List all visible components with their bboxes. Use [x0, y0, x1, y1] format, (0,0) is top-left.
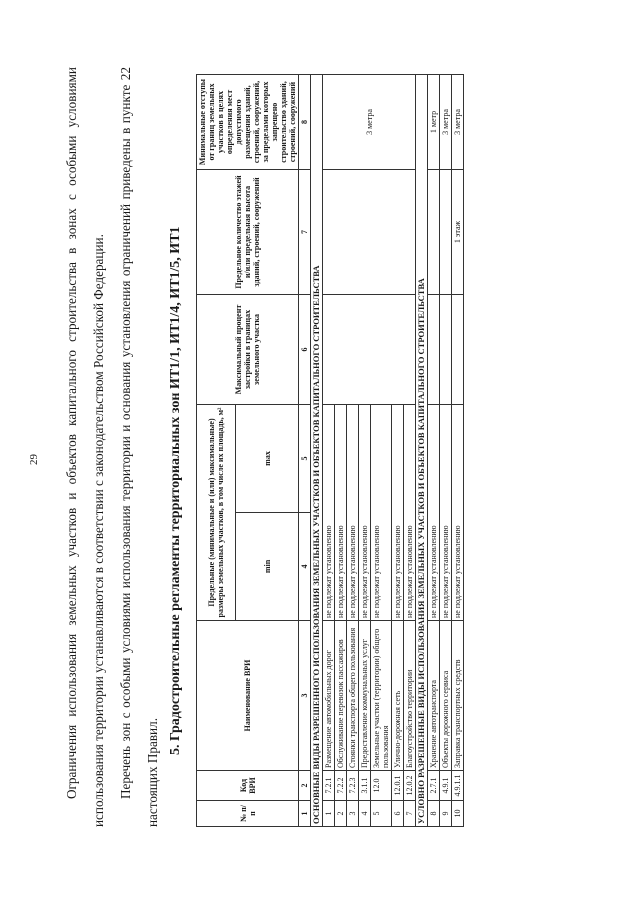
- row-name: Благоустройство территории: [404, 621, 416, 771]
- row-size: не подлежат установлению: [371, 405, 392, 621]
- row-size: не подлежат установлению: [347, 405, 359, 621]
- row-floors: [323, 170, 416, 295]
- row-setback: 3 метра: [452, 75, 464, 170]
- header-name: Наименование ВРИ: [197, 621, 299, 771]
- row-name: Улично-дорожная сеть: [392, 621, 404, 771]
- row-code: 12.0.2: [404, 771, 416, 801]
- header-percent: Максимальный процент застройки в границах земельного участка: [197, 295, 299, 405]
- header-max: max: [236, 405, 299, 513]
- row-size: не подлежат установлению: [323, 405, 335, 621]
- row-code: 12.0: [371, 771, 392, 801]
- row-percent: [323, 295, 416, 405]
- row-size: не подлежат установлению: [440, 405, 452, 621]
- row-num: 7: [404, 801, 416, 827]
- col-number: 6: [299, 295, 311, 405]
- table-row: [440, 75, 452, 827]
- row-setback: 3 метра: [440, 75, 452, 170]
- row-percent: [440, 295, 452, 405]
- intro-paragraph-1: Ограничения использования земельных участков и объектов капитального строительства в зонах с особыми условиями использования территории устанавливаются в соответствии с законодательством Российской Федерации.: [64, 67, 106, 827]
- header-floors: Предельное количество этажей и/или предельная высота зданий, строений, сооружений: [197, 170, 299, 295]
- col-number: 1: [299, 801, 311, 827]
- row-code: 12.0.1: [392, 771, 404, 801]
- row-code: 7.2.2: [335, 771, 347, 801]
- row-num: 10: [452, 801, 464, 827]
- row-num: 3: [347, 801, 359, 827]
- page-number: 29: [28, 454, 40, 465]
- row-num: 4: [359, 801, 371, 827]
- row-num: 9: [440, 801, 452, 827]
- row-num: 2: [335, 801, 347, 827]
- header-setback: Минимальные отступы от границ земельных участков в целях определения мест допустимого размещения зданий, строений, сооружений, за пределами которых запрещено строительство зданий, строений, сооружений: [197, 75, 299, 170]
- section-title-conditional: УСЛОВНО РАЗРЕШЕННЫЕ ВИДЫ ИСПОЛЬЗОВАНИЯ ЗЕМЕЛЬНЫХ УЧАСТКОВ И ОБЪЕКТОВ КАПИТАЛЬНОГО СТРОИТЕЛЬСТВА: [416, 75, 428, 827]
- section-row-conditional: [416, 75, 428, 827]
- row-name: Хранение автотранспорта: [428, 621, 440, 771]
- row-name: Объекты дорожного сервиса: [440, 621, 452, 771]
- row-code: 7.2.3: [347, 771, 359, 801]
- row-size: не подлежат установлению: [428, 405, 440, 621]
- row-code: 7.2.1: [323, 771, 335, 801]
- row-code: 4.9.1: [440, 771, 452, 801]
- table-row: [428, 75, 440, 827]
- header-min: min: [236, 513, 299, 621]
- col-number: 7: [299, 170, 311, 295]
- header-code: Код ВРИ: [197, 771, 299, 801]
- row-floors: [440, 170, 452, 295]
- row-size: не подлежат установлению: [452, 405, 464, 621]
- row-size: не подлежат установлению: [359, 405, 371, 621]
- intro-text: [58, 67, 166, 827]
- row-code: 3.1.1: [359, 771, 371, 801]
- row-percent: [452, 295, 464, 405]
- section-title-main: ОСНОВНЫЕ ВИДЫ РАЗРЕШЕННОГО ИСПОЛЬЗОВАНИЯ ЗЕМЕЛЬНЫХ УЧАСТКОВ И ОБЪЕКТОВ КАПИТАЛЬНОГО СТРОИТЕЛЬСТВА: [311, 75, 323, 827]
- row-floors: [428, 170, 440, 295]
- row-num: 8: [428, 801, 440, 827]
- table-row: [323, 75, 335, 827]
- header-size-group: Предельные (минимальные и (или) максимальные) размеры земельных участков, в том числе их площадь, м²: [197, 405, 236, 621]
- row-name: Заправка транспортных средств: [452, 621, 464, 771]
- column-number-row: [299, 75, 311, 827]
- col-number: 4: [299, 513, 311, 621]
- section-heading: 5. Градостроительные регламенты территориальных зон ИТ1/1, ИТ1/4, ИТ1/5, ИТ1: [168, 226, 183, 755]
- col-number: 3: [299, 621, 311, 771]
- row-size: не подлежат установлению: [392, 405, 404, 621]
- intro-paragraph-2: Перечень зон с особыми условиями использования территории и основания установления ограничений приведены в пункте 22 настоящих Правил.: [118, 67, 160, 827]
- row-name: Предоставление коммунальных услуг: [359, 621, 371, 771]
- row-name: Земельные участки (территории) общего пользования: [371, 621, 392, 771]
- col-number: 8: [299, 75, 311, 170]
- row-floors: 1 этаж: [452, 170, 464, 295]
- row-name: Размещение автомобильных дорог: [323, 621, 335, 771]
- row-name: Обслуживание перевозок пассажиров: [335, 621, 347, 771]
- row-num: 1: [323, 801, 335, 827]
- row-size: не подлежат установлению: [335, 405, 347, 621]
- row-setback: 3 метра: [323, 75, 416, 170]
- table-row: [452, 75, 464, 827]
- row-num: 5: [371, 801, 392, 827]
- row-code: 4.9.1.1: [452, 771, 464, 801]
- row-name: Стоянки транспорта общего пользования: [347, 621, 359, 771]
- regulations-table: [196, 74, 464, 827]
- row-setback: 1 метр: [428, 75, 440, 170]
- header-num: № п/п: [197, 801, 299, 827]
- row-code: 2.7.1: [428, 771, 440, 801]
- col-number: 5: [299, 405, 311, 513]
- section-row-main: [311, 75, 323, 827]
- row-percent: [428, 295, 440, 405]
- row-num: 6: [392, 801, 404, 827]
- row-size: не подлежат установлению: [404, 405, 416, 621]
- col-number: 2: [299, 771, 311, 801]
